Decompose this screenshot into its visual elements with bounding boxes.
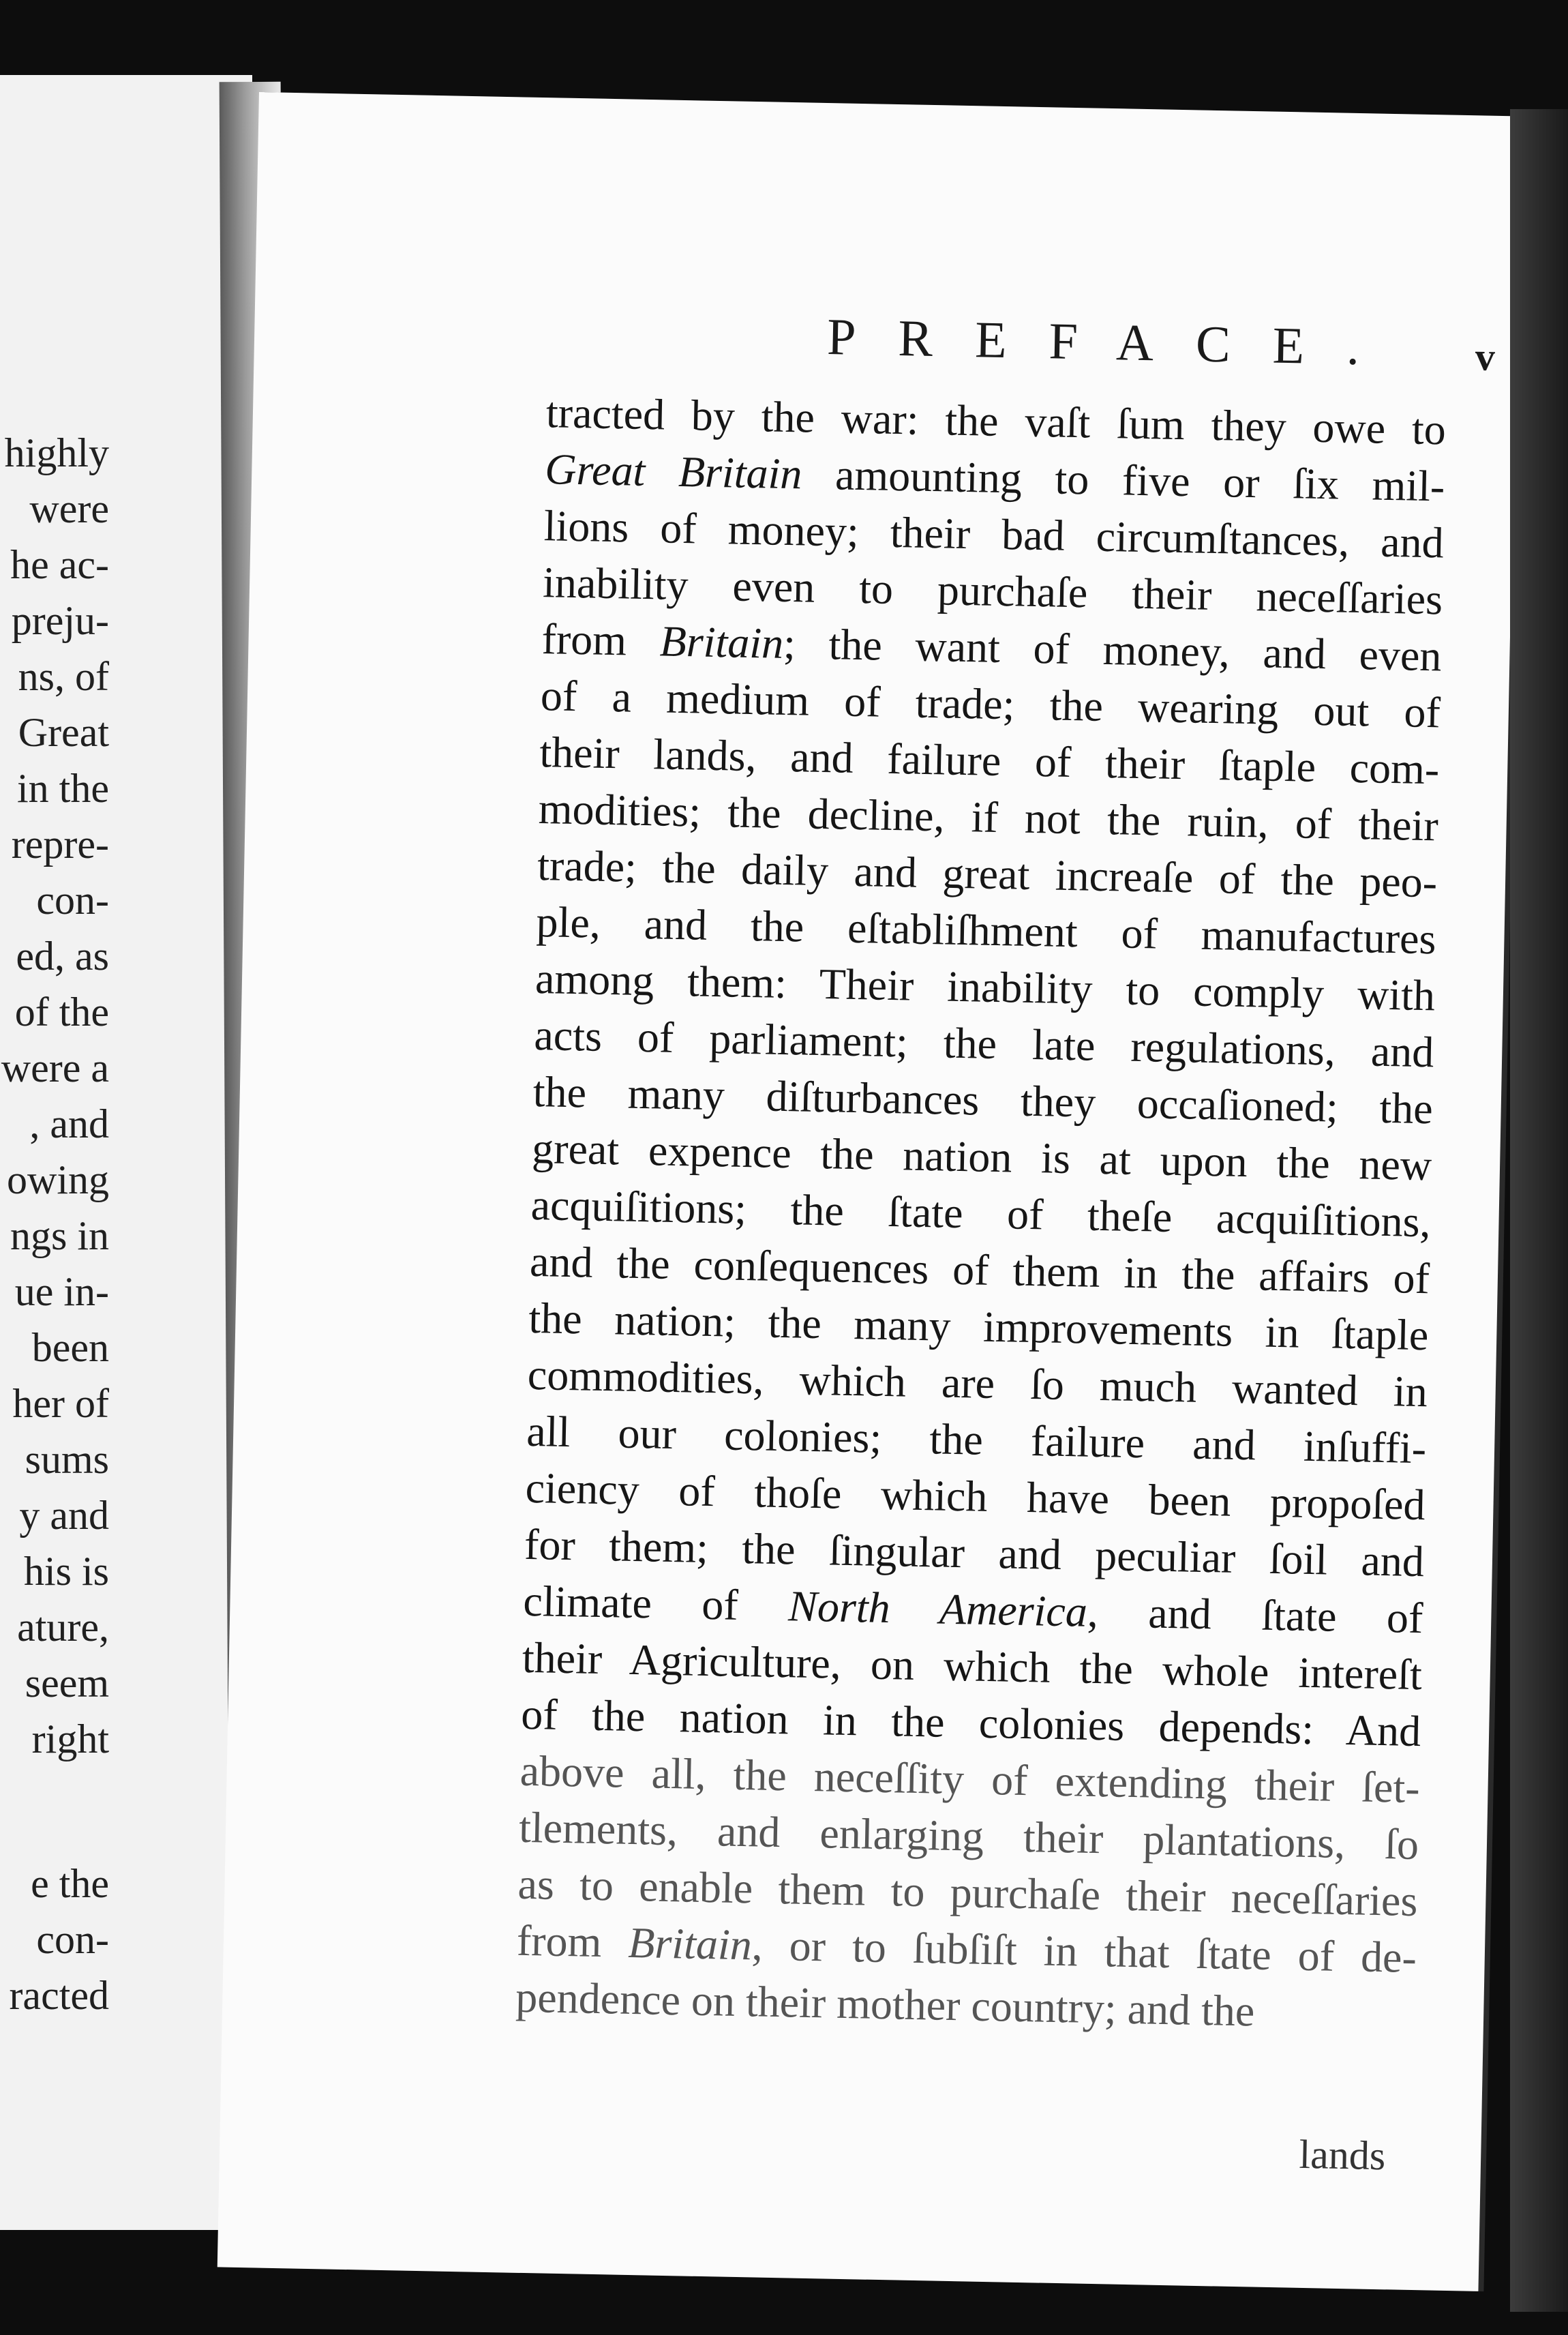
text-line: trade; the daily and great increaſe of the peo- bbox=[537, 841, 1438, 907]
text-line: as to enable them to purchaſe their neceſſaries bbox=[517, 1859, 1419, 1926]
text-line: from Britain, or to ſubſiſt in that ſtate of de- bbox=[516, 1916, 1417, 1982]
previous-page-line: her of bbox=[12, 1381, 109, 1426]
text-line: pendence on their mother country; and the bbox=[515, 1972, 1255, 2036]
text-line: for them; the ſingular and peculiar ſoil and bbox=[524, 1519, 1425, 1586]
text-line: lions of money; their bad circumſtances, and bbox=[543, 501, 1445, 567]
previous-page-line: seem bbox=[25, 1661, 109, 1706]
previous-page-line: highly bbox=[4, 430, 109, 475]
previous-page-line: were bbox=[29, 486, 109, 531]
text-line: climate of North America, and ſtate of bbox=[522, 1576, 1424, 1643]
running-head: PREFACE. bbox=[826, 308, 1402, 377]
previous-page-line: right bbox=[31, 1716, 109, 1761]
text-line: great expence the nation is at upon the new bbox=[531, 1123, 1432, 1190]
text-line: the many diſturbances they occaſioned; the bbox=[532, 1067, 1434, 1133]
previous-page-line: his is bbox=[23, 1549, 109, 1594]
previous-page-line: con- bbox=[36, 1917, 109, 1962]
text-line: tracted by the war: the vaſt ſum they owe to bbox=[545, 388, 1447, 454]
text-line: ciency of thoſe which have been propoſed bbox=[525, 1463, 1426, 1530]
text-line: modities; the decline, if not the ruin, of their bbox=[538, 784, 1439, 850]
text-line: tlements, and enlarging their plantations, ſo bbox=[518, 1802, 1419, 1869]
text-line: of the nation in the colonies depends: And bbox=[520, 1689, 1421, 1756]
text-line: commodities, which are ſo much wanted in bbox=[527, 1350, 1428, 1416]
previous-page-line: were a bbox=[1, 1045, 109, 1090]
text-line: of a medium of trade; the wearing out of bbox=[540, 671, 1441, 737]
previous-page-line: racted bbox=[9, 1973, 109, 2018]
previous-page-line: sums bbox=[25, 1437, 109, 1482]
book-page bbox=[217, 92, 1520, 2291]
previous-page-line: repre- bbox=[11, 822, 109, 867]
previous-page-line: been bbox=[31, 1325, 109, 1370]
text-line: among them: Their inability to comply with bbox=[534, 954, 1436, 1020]
previous-page-line: y and bbox=[19, 1493, 109, 1538]
body-text bbox=[515, 384, 1447, 2042]
previous-page-line: ue in- bbox=[14, 1269, 109, 1314]
text-line: their Agriculture, on which the whole intereſt bbox=[522, 1633, 1423, 1699]
previous-page-line: Great bbox=[18, 710, 109, 755]
previous-page-line: ed, as bbox=[16, 934, 109, 979]
page-edge bbox=[1510, 109, 1568, 2312]
text-line: acts of parliament; the late regulations, and bbox=[533, 1011, 1434, 1077]
previous-page-line: , and bbox=[29, 1101, 109, 1146]
catchword: lands bbox=[1298, 2131, 1386, 2179]
previous-page-line: ngs in bbox=[10, 1213, 109, 1258]
page-header bbox=[555, 302, 1496, 379]
text-line: above all, the neceſſity of extending their ſet- bbox=[519, 1746, 1421, 1813]
text-line: their lands, and failure of their ſtaple com- bbox=[539, 728, 1440, 794]
text-line: ple, and the eſtabliſhment of manufactures bbox=[536, 897, 1437, 964]
previous-page-line: of the bbox=[14, 990, 109, 1035]
text-line: and the conſequences of them in the affairs of bbox=[529, 1236, 1430, 1303]
page-number: v bbox=[1475, 334, 1496, 379]
text-line: the nation; the many improvements in ſtaple bbox=[528, 1293, 1430, 1360]
text-line: inability even to purchaſe their neceſſaries bbox=[542, 558, 1443, 624]
previous-page-line: owing bbox=[7, 1157, 109, 1202]
previous-page-line: preju- bbox=[11, 598, 109, 643]
previous-page-line: ature, bbox=[17, 1605, 109, 1650]
previous-page-line: con- bbox=[36, 878, 109, 923]
text-line: all our colonies; the failure and inſuffi- bbox=[526, 1406, 1427, 1473]
previous-page-line: in the bbox=[17, 766, 109, 811]
text-line: acquiſitions; the ſtate of theſe acquiſitions, bbox=[530, 1180, 1432, 1247]
previous-page-line: ns, of bbox=[18, 654, 109, 699]
text-line: from Britain; the want of money, and even bbox=[541, 614, 1443, 681]
previous-page bbox=[0, 75, 252, 2230]
text-line: Great Britain amounting to five or ſix mil- bbox=[544, 445, 1445, 511]
previous-page-line: he ac- bbox=[10, 542, 109, 587]
previous-page-line: e the bbox=[31, 1861, 109, 1906]
